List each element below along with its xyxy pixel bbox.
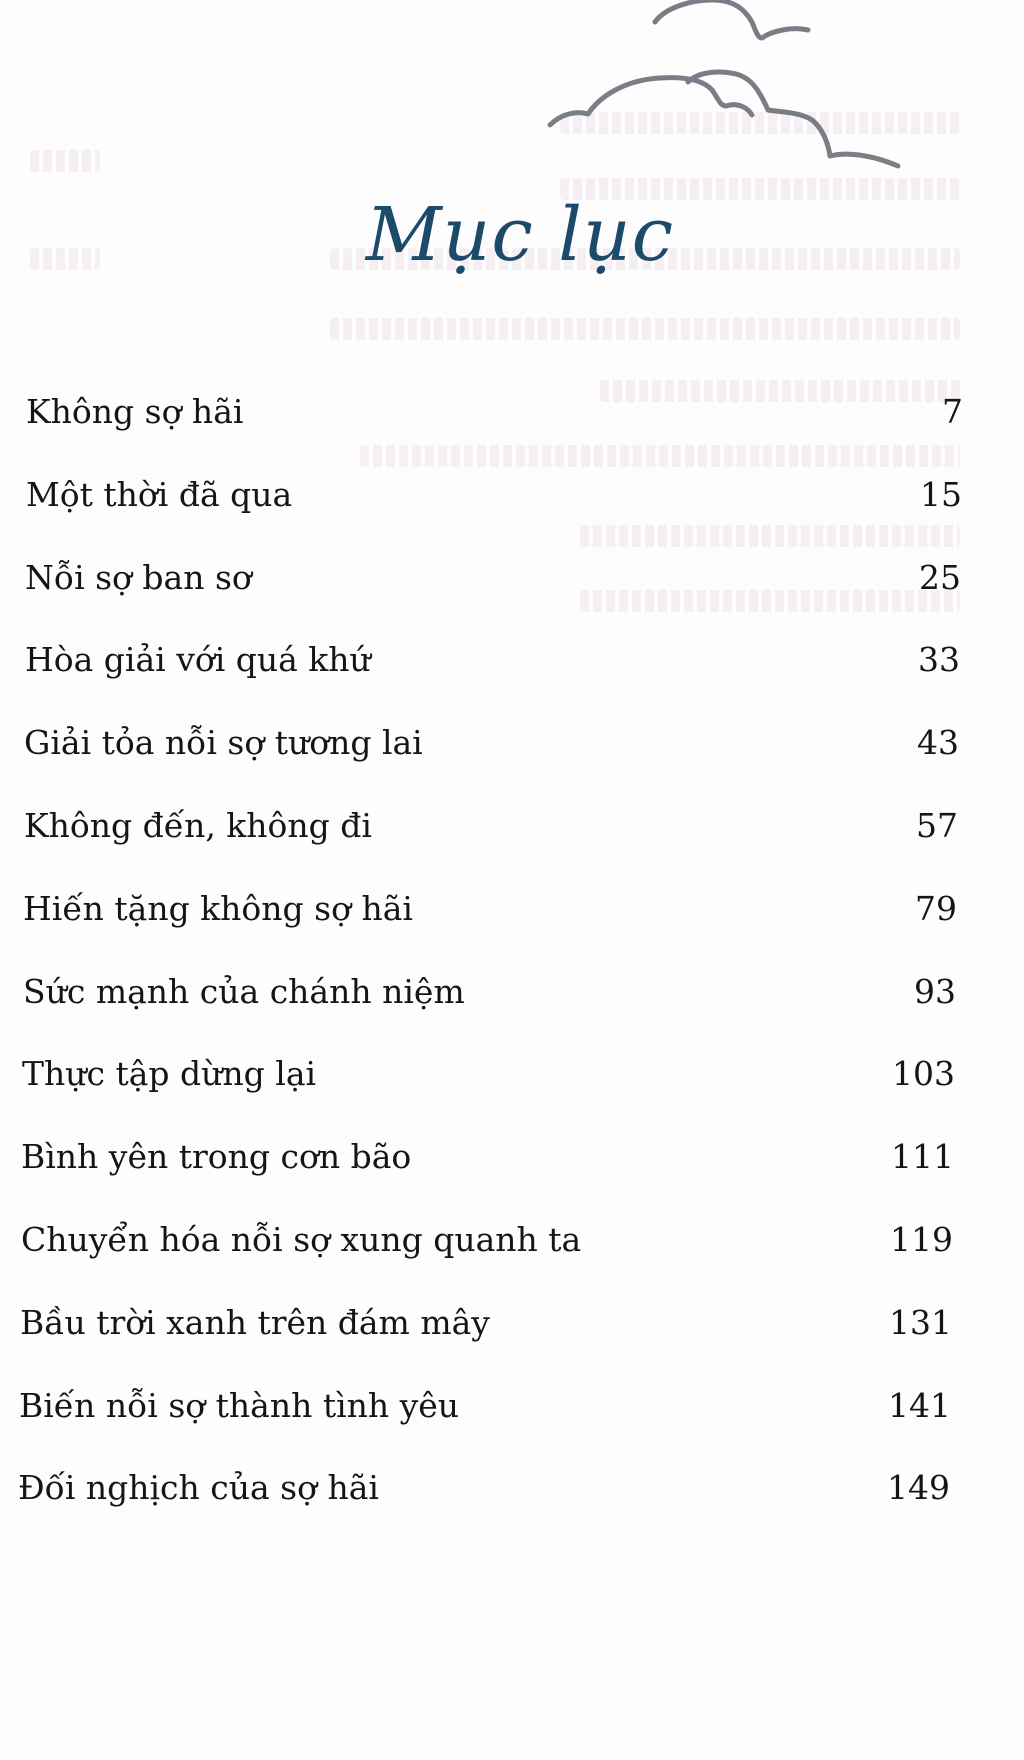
toc-entry-page: 131	[889, 1302, 952, 1342]
toc-entry[interactable]	[0, 1054, 1024, 1137]
toc-entry[interactable]	[0, 1303, 1024, 1386]
toc-entry-title: Không sợ hãi	[26, 392, 244, 431]
toc-entry[interactable]	[0, 640, 1024, 723]
page-title: Mục lục	[365, 192, 675, 278]
toc-entry[interactable]	[0, 889, 1024, 972]
toc-entry[interactable]	[0, 475, 1024, 558]
toc-entry-title: Giải tỏa nỗi sợ tương lai	[24, 723, 423, 763]
toc-entry-title: Chuyển hóa nỗi sợ xung quanh ta	[21, 1219, 582, 1259]
toc-entry-page: 33	[918, 640, 960, 680]
toc-entry[interactable]	[0, 972, 1024, 1055]
toc-entry[interactable]	[0, 1137, 1024, 1220]
toc-entry-title: Hòa giải với quá khứ	[25, 640, 371, 680]
toc-entry[interactable]	[0, 1386, 1024, 1469]
toc-entry-page: 141	[888, 1385, 951, 1425]
toc-entry-title: Bình yên trong cơn bão	[21, 1137, 412, 1177]
toc-entry[interactable]	[0, 392, 1024, 475]
table-of-contents	[0, 392, 1024, 1551]
toc-entry-page: 25	[919, 557, 961, 597]
toc-entry-title: Một thời đã qua	[26, 474, 293, 514]
toc-entry-page: 79	[915, 888, 957, 928]
toc-entry-page: 57	[916, 805, 958, 845]
toc-entry-page: 15	[920, 474, 962, 514]
toc-entry-title: Sức mạnh của chánh niệm	[23, 971, 465, 1011]
toc-entry[interactable]	[0, 1468, 1024, 1551]
toc-entry-page: 7	[942, 392, 963, 431]
toc-entry-page: 149	[887, 1468, 950, 1508]
toc-entry[interactable]	[0, 558, 1024, 641]
toc-entry-title: Bầu trời xanh trên đám mây	[20, 1302, 490, 1342]
toc-entry-page: 103	[892, 1054, 955, 1094]
toc-entry-page: 43	[917, 723, 959, 763]
toc-entry-page: 93	[914, 971, 956, 1011]
toc-entry-title: Biến nỗi sợ thành tình yêu	[19, 1385, 460, 1425]
toc-entry[interactable]	[0, 723, 1024, 806]
toc-entry-title: Nỗi sợ ban sơ	[25, 557, 252, 597]
toc-entry[interactable]	[0, 806, 1024, 889]
toc-entry-page: 119	[890, 1219, 953, 1259]
toc-entry-title: Không đến, không đi	[24, 805, 372, 845]
toc-entry-title: Thực tập dừng lại	[22, 1054, 317, 1094]
toc-entry-title: Đối nghịch của sợ hãi	[18, 1468, 379, 1508]
cloud-icon	[0, 0, 1024, 200]
toc-entry-title: Hiến tặng không sợ hãi	[23, 888, 413, 928]
toc-entry[interactable]	[0, 1220, 1024, 1303]
toc-entry-page: 111	[891, 1137, 954, 1177]
